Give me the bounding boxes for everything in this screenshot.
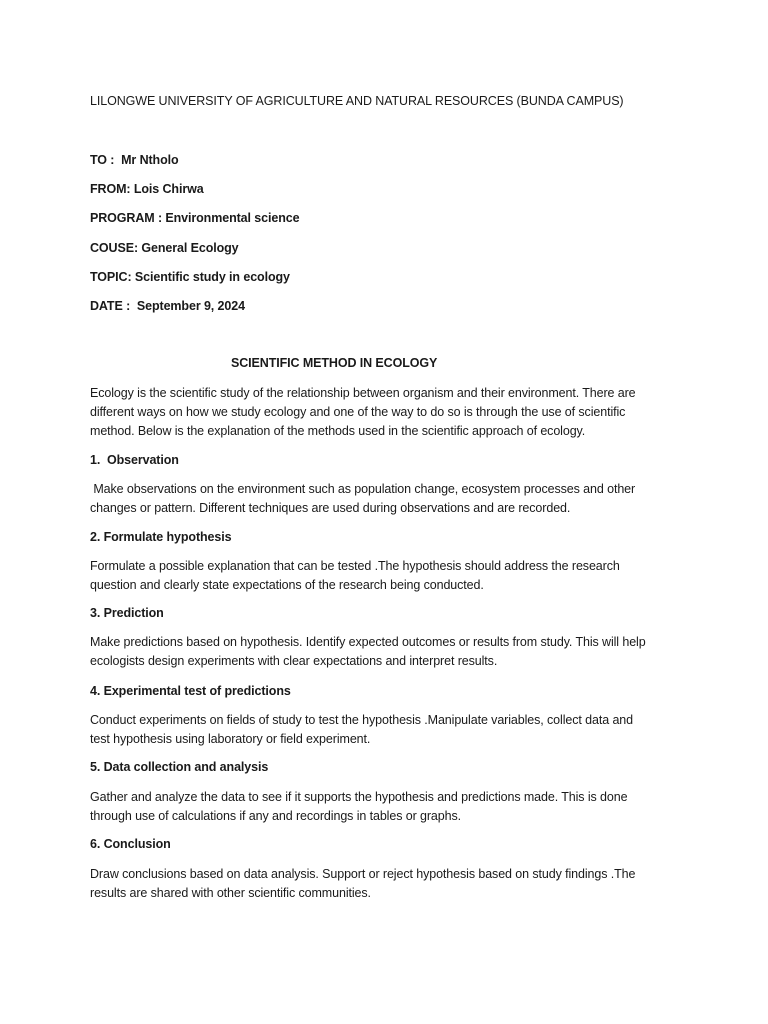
- intro-line: different ways on how we study ecology and one of the way to do so is through the use of scientific: [90, 405, 626, 419]
- document-title: SCIENTIFIC METHOD IN ECOLOGY: [231, 356, 438, 370]
- step-heading-data-collection: 5. Data collection and analysis: [90, 760, 269, 774]
- header-program: PROGRAM : Environmental science: [90, 211, 300, 225]
- step-line: Gather and analyze the data to see if it supports the hypothesis and predictions made. This is done: [90, 790, 628, 804]
- step-body-hypothesis: [90, 557, 680, 595]
- step-line: test hypothesis using laboratory or field experiment.: [90, 732, 371, 746]
- step-line: Make predictions based on hypothesis. Identify expected outcomes or results from study. This will help: [90, 635, 646, 649]
- step-body-observation: [90, 480, 680, 518]
- intro-line: method. Below is the explanation of the methods used in the scientific approach of ecology.: [90, 424, 586, 438]
- step-heading-observation: 1. Observation: [90, 453, 179, 467]
- step-line: Draw conclusions based on data analysis. Support or reject hypothesis based on study findings .The: [90, 867, 636, 881]
- step-line: Conduct experiments on fields of study to test the hypothesis .Manipulate variables, collect data and: [90, 713, 633, 727]
- header-date: DATE : September 9, 2024: [90, 299, 245, 313]
- step-heading-hypothesis: 2. Formulate hypothesis: [90, 530, 232, 544]
- step-body-experimental-test: [90, 711, 680, 749]
- step-line: Formulate a possible explanation that can be tested .The hypothesis should address the research: [90, 559, 620, 573]
- step-line: through use of calculations if any and recordings in tables or graphs.: [90, 809, 462, 823]
- step-line: Make observations on the environment such as population change, ecosystem processes and other: [90, 482, 636, 496]
- intro-line: Ecology is the scientific study of the relationship between organism and their environment. There are: [90, 386, 636, 400]
- step-heading-prediction: 3. Prediction: [90, 606, 164, 620]
- step-body-data-collection: [90, 788, 680, 826]
- intro-paragraph: [90, 384, 680, 441]
- header-from: FROM: Lois Chirwa: [90, 182, 204, 196]
- header-to: TO : Mr Ntholo: [90, 153, 179, 167]
- step-line: changes or pattern. Different techniques are used during observations and are recorded.: [90, 501, 571, 515]
- step-body-conclusion: [90, 865, 680, 903]
- step-line: question and clearly state expectations of the research being conducted.: [90, 578, 484, 592]
- header-topic: TOPIC: Scientific study in ecology: [90, 270, 290, 284]
- header-course: COUSE: General Ecology: [90, 241, 239, 255]
- step-body-prediction: [90, 633, 680, 671]
- step-heading-experimental-test: 4. Experimental test of predictions: [90, 684, 291, 698]
- step-line: results are shared with other scientific communities.: [90, 886, 371, 900]
- institution-name: LILONGWE UNIVERSITY OF AGRICULTURE AND NATURAL RESOURCES (BUNDA CAMPUS): [90, 94, 624, 108]
- step-line: ecologists design experiments with clear expectations and interpret results.: [90, 654, 498, 668]
- step-heading-conclusion: 6. Conclusion: [90, 837, 171, 851]
